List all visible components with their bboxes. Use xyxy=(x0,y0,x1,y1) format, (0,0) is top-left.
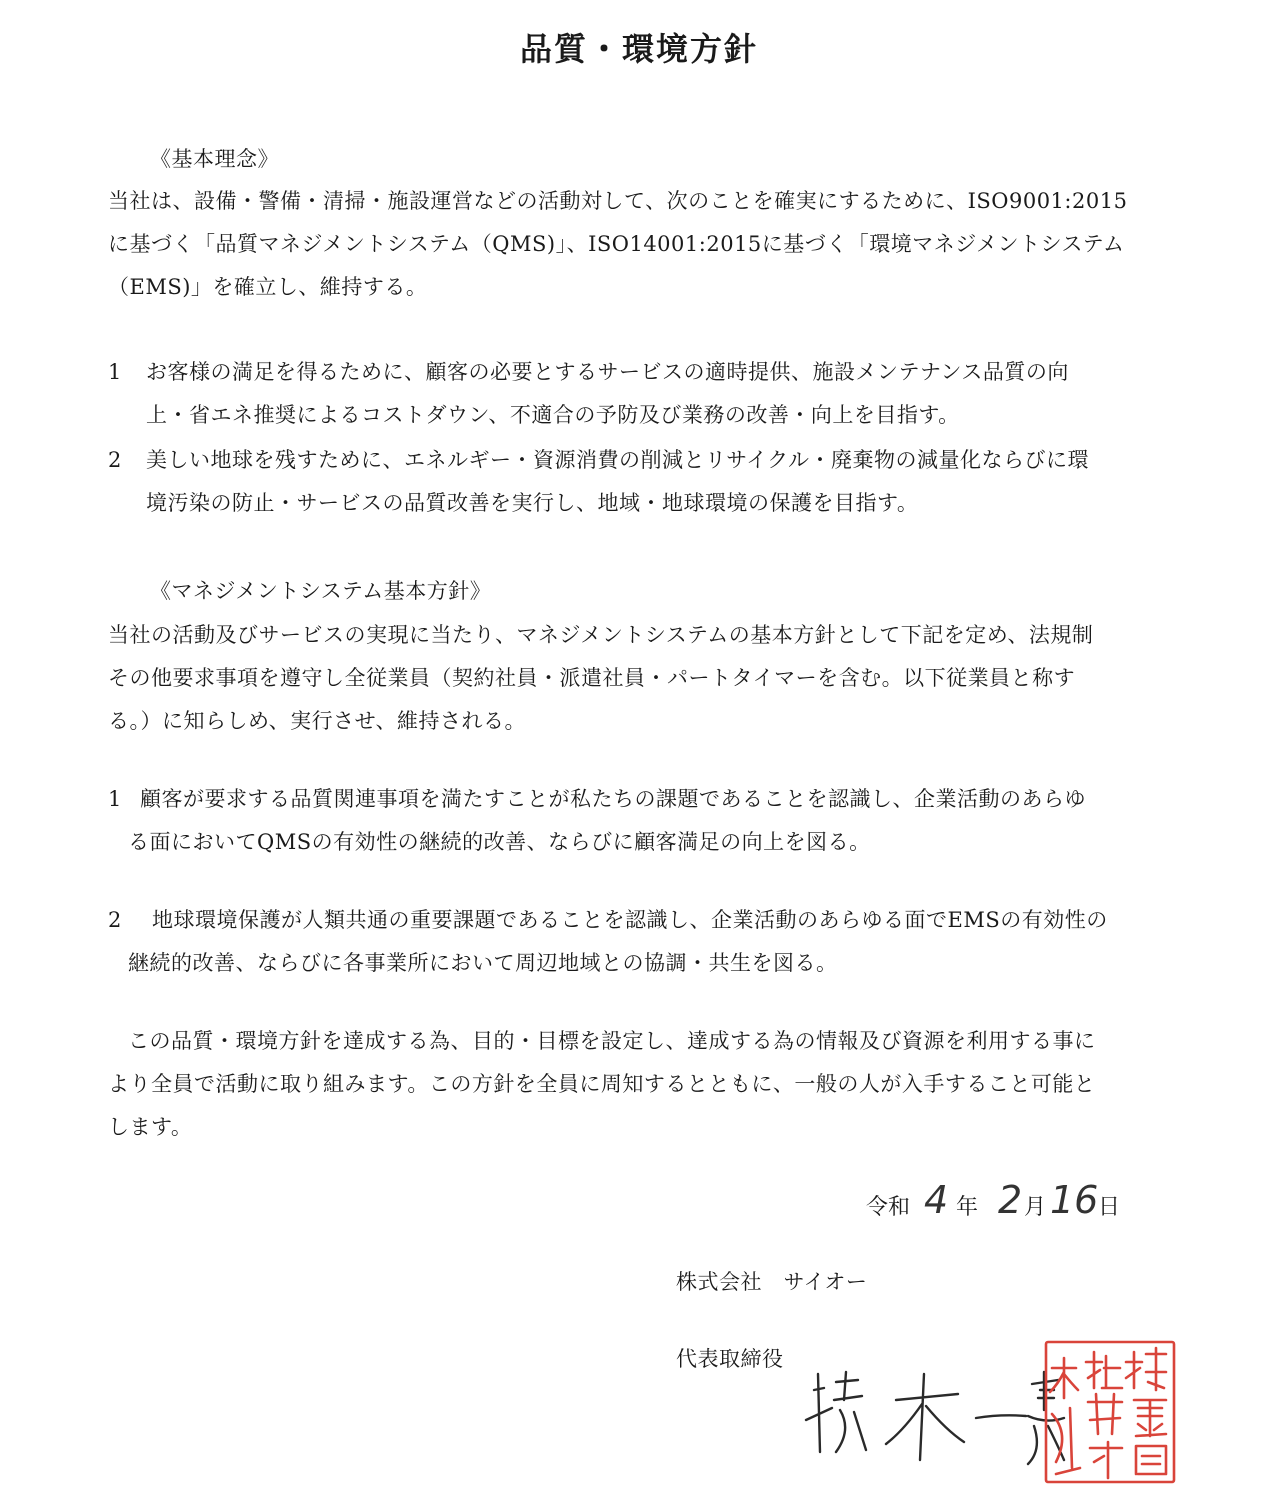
paragraph-line: （EMS)」を確立し、維持する。 xyxy=(108,275,428,299)
list-item-number: 2 xyxy=(108,448,122,472)
date-year: 4 xyxy=(924,1178,949,1222)
paragraph-line: その他要求事項を遵守し全従業員（契約社員・派遣社員・パートタイマーを含む。以下従業員と称す xyxy=(108,666,1076,690)
issue-date xyxy=(866,1178,1126,1228)
date-month-unit: 月 xyxy=(1024,1195,1047,1220)
date-day-unit: 日 xyxy=(1098,1195,1121,1220)
list-item-line: 顧客が要求する品質関連事項を満たすことが私たちの課題であることを認識し、企業活動のあらゆ xyxy=(140,787,1086,811)
date-year-unit: 年 xyxy=(956,1195,979,1220)
list-item-line: 継続的改善、ならびに各事業所において周辺地域との協調・共生を図る。 xyxy=(128,951,838,975)
date-day: 16 xyxy=(1050,1178,1099,1222)
company-name: 株式会社 サイオー xyxy=(676,1270,868,1294)
closing-line: この品質・環境方針を達成する為、目的・目標を設定し、達成する為の情報及び資源を利用する事に xyxy=(128,1029,1096,1053)
list-item-line: 境汚染の防止・サービスの品質改善を実行し、地域・地球環境の保護を目指す。 xyxy=(146,491,919,515)
list-item-line: お客様の満足を得るために、顧客の必要とするサービスの適時提供、施設メンテナンス品質の向 xyxy=(146,360,1069,384)
list-item-line: 美しい地球を残すために、エネルギー・資源消費の削減とリサイクル・廃棄物の減量化ならびに環 xyxy=(146,448,1090,472)
closing-line: より全員で活動に取り組みます。この方針を全員に周知するとともに、一般の人が入手すること可能と xyxy=(108,1072,1096,1096)
paragraph-line: る。）に知らしめ、実行させ、維持される。 xyxy=(108,709,527,733)
signature-image xyxy=(796,1360,1066,1470)
section-heading-management-policy: 《マネジメントシステム基本方針》 xyxy=(150,579,492,603)
list-item-number: 2 xyxy=(108,908,122,932)
list-item-number: 1 xyxy=(108,787,122,811)
list-item-line: る面においてQMSの有効性の継続的改善、ならびに顧客満足の向上を図る。 xyxy=(128,830,871,854)
section-heading-basic-philosophy: 《基本理念》 xyxy=(150,147,279,171)
list-item-line: 上・省エネ推奨によるコストダウン、不適合の予防及び業務の改善・向上を目指す。 xyxy=(146,403,960,427)
paragraph-line: 当社は、設備・警備・清掃・施設運営などの活動対して、次のことを確実にするために、ISO9001:2015 xyxy=(108,189,1128,213)
paragraph-line: 当社の活動及びサービスの実現に当たり、マネジメントシステムの基本方針として下記を定め、法規制 xyxy=(108,623,1094,647)
list-item-number: 1 xyxy=(108,360,122,384)
date-month: 2 xyxy=(998,1178,1023,1222)
representative-role: 代表取締役 xyxy=(676,1347,784,1371)
closing-line: します。 xyxy=(108,1115,193,1139)
page-title: 品質・環境方針 xyxy=(519,30,758,68)
paragraph-line: に基づく「品質マネジメントシステム（QMS)」、ISO14001:2015に基づく「環境マネジメントシステム xyxy=(108,232,1125,256)
company-seal-image xyxy=(1042,1338,1178,1486)
list-item-line: 地球環境保護が人類共通の重要課題であることを認識し、企業活動のあらゆる面でEMSの有効性の xyxy=(152,908,1108,932)
date-era: 令和 xyxy=(866,1195,911,1220)
